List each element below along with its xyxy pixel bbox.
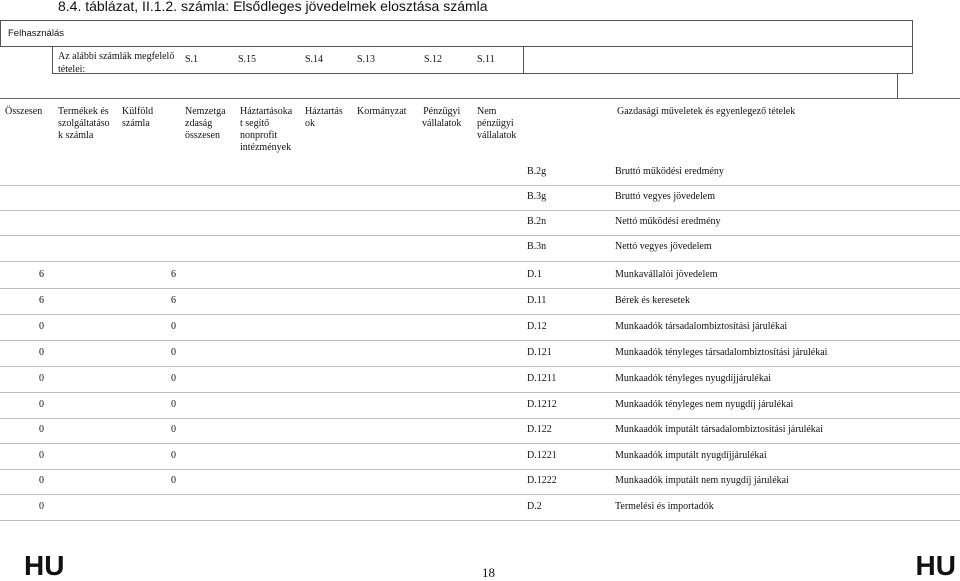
item-description: Nettó működési eredmény: [615, 216, 721, 227]
table-row: [0, 240, 960, 254]
rest-of-world-value: 0: [171, 347, 176, 358]
table-row: [0, 474, 960, 488]
table-row: [0, 500, 960, 514]
usage-section-box: [0, 20, 913, 47]
row-separator: [0, 392, 960, 393]
rest-of-world-value: 0: [171, 373, 176, 384]
header-transactions-balancing-items: Gazdasági műveletek és egyenlegező tételek: [617, 106, 796, 117]
accounts-row-divider: [523, 46, 524, 74]
rest-of-world-value: 6: [171, 269, 176, 280]
item-code: D.1211: [527, 373, 557, 384]
footer-country-mark-left: HU: [24, 550, 65, 581]
item-code: D.1222: [527, 475, 557, 486]
account-code-s13: S.13: [357, 54, 376, 65]
rest-of-world-value: 0: [171, 399, 176, 410]
item-description: Munkaadók tényleges társadalombiztosítási járulékai: [615, 347, 828, 358]
item-code: B.3n: [527, 241, 547, 252]
total-value: 0: [39, 347, 44, 358]
total-value: 0: [39, 321, 44, 332]
row-separator: [0, 443, 960, 444]
table-row: [0, 215, 960, 229]
table-row: [0, 449, 960, 463]
rest-of-world-value: 6: [171, 295, 176, 306]
item-description: Bruttó működési eredmény: [615, 166, 724, 177]
table-row: [0, 294, 960, 308]
row-separator: [0, 418, 960, 419]
account-code-s1: S.1: [185, 54, 199, 65]
item-description: Munkaadók imputált nyugdíjjárulékai: [615, 450, 767, 461]
header-financial-corporations: Pénzügyi vállalatok: [422, 106, 462, 129]
item-code: B.3g: [527, 191, 547, 202]
header-goods-services-account: Termékek és szolgáltatáso k számla: [58, 106, 110, 141]
row-separator: [0, 469, 960, 470]
row-separator: [0, 494, 960, 495]
item-code: D.12: [527, 321, 547, 332]
row-separator: [0, 261, 960, 262]
total-value: 0: [39, 424, 44, 435]
item-code: D.2: [527, 501, 542, 512]
item-description: Munkaadók társadalombiztosítási járulékai: [615, 321, 788, 332]
header-top-rule: [0, 98, 960, 99]
row-separator: [0, 314, 960, 315]
item-description: Munkavállalói jövedelem: [615, 269, 718, 280]
header-rest-of-world-account: Külföld számla: [122, 106, 154, 129]
item-code: D.1212: [527, 399, 557, 410]
table-row: [0, 165, 960, 179]
item-code: D.1221: [527, 450, 557, 461]
item-description: Munkaadók tényleges nyugdíjjárulékai: [615, 373, 772, 384]
account-code-s12: S.12: [424, 54, 443, 65]
table-row: [0, 398, 960, 412]
table-row: [0, 320, 960, 334]
row-separator: [0, 288, 960, 289]
rest-of-world-value: 0: [171, 321, 176, 332]
row-separator: [0, 185, 960, 186]
item-code: D.122: [527, 424, 552, 435]
row-separator: [0, 210, 960, 211]
footer-country-mark-right: HU: [915, 550, 956, 581]
item-code: D.121: [527, 347, 552, 358]
table-row: [0, 372, 960, 386]
item-description: Termelési és importadók: [615, 501, 714, 512]
item-description: Munkaadók imputált nem nyugdíj járulékai: [615, 475, 789, 486]
page-number: 18: [482, 565, 495, 580]
account-code-s14: S.14: [305, 54, 324, 65]
account-code-s11: S.11: [477, 54, 495, 65]
total-value: 0: [39, 399, 44, 410]
total-value: 6: [39, 269, 44, 280]
total-value: 0: [39, 501, 44, 512]
row-separator: [0, 340, 960, 341]
right-border-line: [897, 74, 898, 99]
table-row: [0, 190, 960, 204]
total-value: 0: [39, 475, 44, 486]
row-separator: [0, 366, 960, 367]
header-households: Háztartás ok: [305, 106, 343, 129]
rest-of-world-value: 0: [171, 450, 176, 461]
table-row: [0, 346, 960, 360]
rest-of-world-value: 0: [171, 424, 176, 435]
rest-of-world-value: 0: [171, 475, 176, 486]
item-description: Munkaadók tényleges nem nyugdíj járulékai: [615, 399, 794, 410]
total-value: 0: [39, 450, 44, 461]
item-code: D.1: [527, 269, 542, 280]
item-description: Bruttó vegyes jövedelem: [615, 191, 715, 202]
item-code: B.2n: [527, 216, 547, 227]
item-description: Bérek és keresetek: [615, 295, 690, 306]
item-description: Nettó vegyes jövedelem: [615, 241, 712, 252]
header-government: Kormányzat: [357, 106, 407, 117]
table-row: [0, 268, 960, 282]
item-description: Munkaadók imputált társadalombiztosítási járulékai: [615, 424, 824, 435]
accounts-row-label: Az alábbi számlák megfelelő tételei:: [58, 51, 175, 75]
account-code-s15: S.15: [238, 54, 257, 65]
item-code: D.11: [527, 295, 547, 306]
usage-section-label: Felhasználás: [8, 28, 64, 39]
total-value: 0: [39, 373, 44, 384]
header-non-financial-corporations: Nem pénzügyi vállalatok: [477, 106, 517, 141]
header-national-economy-total: Nemzetga zdaság összesen: [185, 106, 226, 141]
item-code: B.2g: [527, 166, 547, 177]
header-npish: Háztartásoka t segítő nonprofit intézmények: [240, 106, 293, 153]
header-total: Összesen: [5, 106, 43, 117]
table-row: [0, 423, 960, 437]
row-separator: [0, 520, 960, 521]
row-separator: [0, 235, 960, 236]
total-value: 6: [39, 295, 44, 306]
table-title: 8.4. táblázat, II.1.2. számla: Elsődleges jövedelmek elosztása számla: [58, 0, 488, 14]
